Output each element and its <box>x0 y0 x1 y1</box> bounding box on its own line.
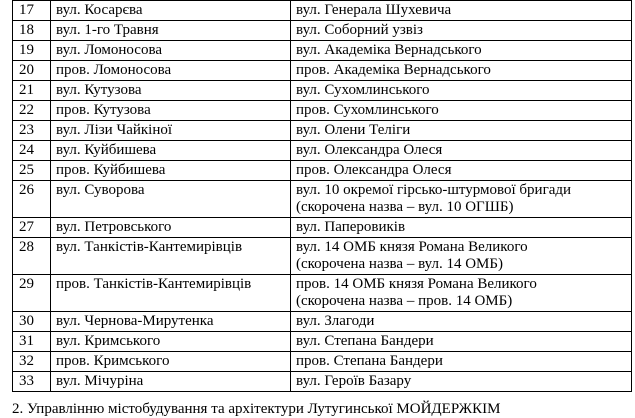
row-number: 19 <box>13 41 51 61</box>
new-street-name <box>291 352 632 372</box>
old-street-name: вул. Суворова <box>51 181 291 218</box>
new-street-name <box>291 141 632 161</box>
street-rename-table <box>12 0 632 392</box>
new-street-name-line: вул. Злагоди <box>296 313 375 329</box>
new-street-name-line: вул. Соборний узвіз <box>296 22 423 38</box>
new-street-name <box>291 161 632 181</box>
old-street-name: пров. Танкістів-Кантемирівців <box>51 275 291 312</box>
new-street-name <box>291 238 632 275</box>
new-street-name-line: пров. Академіка Вернадського <box>296 62 491 78</box>
row-number: 17 <box>13 1 51 21</box>
new-street-name-line: вул. 10 окремої гірсько-штурмової бригади <box>296 182 572 198</box>
new-street-name-line: вул. Генерала Шухевича <box>296 2 452 18</box>
row-number: 21 <box>13 81 51 101</box>
table-row <box>13 218 632 238</box>
table-row <box>13 352 632 372</box>
table-row <box>13 238 632 275</box>
new-street-name <box>291 275 632 312</box>
new-street-name-line: пров. Олександра Олеся <box>296 162 452 178</box>
new-street-name-line: вул. 14 ОМБ князя Романа Великого <box>296 239 528 255</box>
table-row <box>13 81 632 101</box>
old-street-name: пров. Куйбишева <box>51 161 291 181</box>
row-number: 26 <box>13 181 51 218</box>
old-street-name: вул. Кутузова <box>51 81 291 101</box>
new-street-name <box>291 81 632 101</box>
row-number: 30 <box>13 312 51 332</box>
table-row <box>13 21 632 41</box>
new-street-name-line: вул. Академіка Вернадського <box>296 42 482 58</box>
new-street-name-line: (скорочена назва – вул. 14 ОМБ) <box>296 256 504 272</box>
table-row <box>13 41 632 61</box>
new-street-name <box>291 1 632 21</box>
old-street-name: вул. Мічуріна <box>51 372 291 392</box>
new-street-name-line: вул. Олександра Олеся <box>296 142 443 158</box>
row-number: 22 <box>13 101 51 121</box>
new-street-name-line: пров. Сухомлинського <box>296 102 439 118</box>
new-street-name-line: пров. Степана Бандери <box>296 353 443 369</box>
footer-text-partial: 2. Управлінню містобудування та архітектури Лутугинської МОЙДЕРЖКІМ <box>12 401 501 417</box>
new-street-name <box>291 218 632 238</box>
row-number: 33 <box>13 372 51 392</box>
new-street-name <box>291 61 632 81</box>
table-row <box>13 1 632 21</box>
table-row <box>13 161 632 181</box>
old-street-name: пров. Ломоносова <box>51 61 291 81</box>
new-street-name-line: вул. Сухомлинського <box>296 82 430 98</box>
old-street-name: вул. 1-го Травня <box>51 21 291 41</box>
table-row <box>13 121 632 141</box>
table-row <box>13 101 632 121</box>
new-street-name <box>291 181 632 218</box>
old-street-name: вул. Танкістів-Кантемирівців <box>51 238 291 275</box>
new-street-name-line: вул. Олени Теліги <box>296 122 411 138</box>
old-street-name: вул. Кримського <box>51 332 291 352</box>
table-row <box>13 312 632 332</box>
old-street-name: вул. Косарєва <box>51 1 291 21</box>
row-number: 23 <box>13 121 51 141</box>
new-street-name-line: (скорочена назва – пров. 14 ОМБ) <box>296 293 513 309</box>
row-number: 31 <box>13 332 51 352</box>
new-street-name <box>291 101 632 121</box>
table-row <box>13 275 632 312</box>
new-street-name <box>291 332 632 352</box>
new-street-name-line: (скорочена назва – вул. 10 ОГШБ) <box>296 199 514 215</box>
table-row <box>13 372 632 392</box>
new-street-name-line: вул. Паперовиків <box>296 219 406 235</box>
row-number: 20 <box>13 61 51 81</box>
old-street-name: пров. Кримського <box>51 352 291 372</box>
new-street-name <box>291 121 632 141</box>
row-number: 18 <box>13 21 51 41</box>
new-street-name-line: вул. Героїв Базару <box>296 373 412 389</box>
row-number: 27 <box>13 218 51 238</box>
new-street-name <box>291 372 632 392</box>
new-street-name <box>291 312 632 332</box>
new-street-name <box>291 21 632 41</box>
new-street-name-line: пров. 14 ОМБ князя Романа Великого <box>296 276 537 292</box>
row-number: 29 <box>13 275 51 312</box>
old-street-name: вул. Чернова-Мирутенка <box>51 312 291 332</box>
old-street-name: вул. Куйбишева <box>51 141 291 161</box>
table-row <box>13 61 632 81</box>
row-number: 25 <box>13 161 51 181</box>
table-row <box>13 332 632 352</box>
new-street-name <box>291 41 632 61</box>
row-number: 32 <box>13 352 51 372</box>
row-number: 24 <box>13 141 51 161</box>
old-street-name: вул. Ломоносова <box>51 41 291 61</box>
old-street-name: вул. Петровського <box>51 218 291 238</box>
old-street-name: пров. Кутузова <box>51 101 291 121</box>
row-number: 28 <box>13 238 51 275</box>
new-street-name-line: вул. Степана Бандери <box>296 333 434 349</box>
old-street-name: вул. Лізи Чайкіної <box>51 121 291 141</box>
table-row <box>13 181 632 218</box>
table-row <box>13 141 632 161</box>
